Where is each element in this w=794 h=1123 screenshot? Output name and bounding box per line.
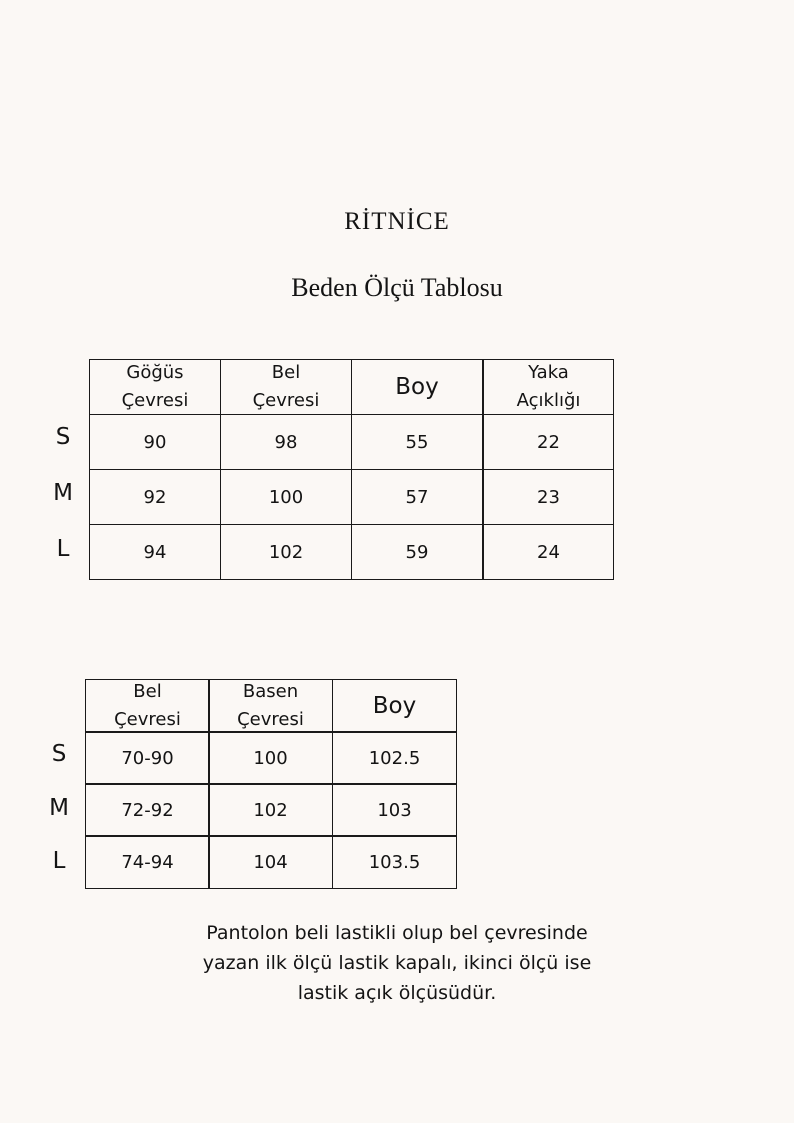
- table-cell: 24: [483, 524, 614, 580]
- bottom-row-size-label: S: [51, 741, 67, 767]
- table-cell: 100: [208, 731, 333, 785]
- top-row-size-label: M: [53, 480, 73, 506]
- table-cell: 57: [351, 469, 483, 525]
- table-cell: 74-94: [85, 835, 210, 889]
- page-title: Beden Ölçü Tablosu: [291, 273, 503, 302]
- table-cell: 104: [208, 835, 333, 889]
- top-header-length: [351, 359, 483, 415]
- table-cell: 102.5: [332, 731, 457, 785]
- top-header-chest-label: Göğüs Çevresi: [121, 362, 189, 411]
- bottom-header-hip: [208, 679, 333, 733]
- elastic-waist-note: [0, 918, 794, 1008]
- top-header-collar-label: Yaka Açıklığı: [516, 362, 581, 411]
- bottom-header-hip-label: Basen Çevresi: [237, 681, 304, 730]
- bottom-row-size-label: M: [49, 795, 69, 821]
- table-cell: 55: [351, 414, 483, 470]
- table-cell: 102: [208, 783, 333, 837]
- table-cell: 22: [483, 414, 614, 470]
- table-cell: 103.5: [332, 835, 457, 889]
- top-header-length-label: Boy: [395, 374, 439, 400]
- bottom-header-waist: [85, 679, 210, 733]
- elastic-waist-note-text: Pantolon beli lastikli olup bel çevresinde yazan ilk ölçü lastik kapalı, ikinci ölçü ise lastik açık ölçüsüdür.: [202, 922, 592, 1004]
- table-cell: 92: [89, 469, 221, 525]
- top-header-chest: [89, 359, 221, 415]
- table-cell: 70-90: [85, 731, 210, 785]
- top-header-waist: [220, 359, 352, 415]
- table-cell: 98: [220, 414, 352, 470]
- brand-name: RİTNİCE: [344, 208, 450, 235]
- table-cell: 72-92: [85, 783, 210, 837]
- top-row-size-label: L: [56, 536, 70, 562]
- top-header-collar: [483, 359, 614, 415]
- table-cell: 23: [483, 469, 614, 525]
- table-cell: 90: [89, 414, 221, 470]
- bottom-header-length-label: Boy: [372, 693, 417, 719]
- table-cell: 100: [220, 469, 352, 525]
- bottom-header-length: [332, 679, 457, 733]
- bottom-header-waist-label: Bel Çevresi: [114, 681, 181, 730]
- top-header-waist-label: Bel Çevresi: [252, 362, 320, 411]
- table-cell: 59: [351, 524, 483, 580]
- table-cell: 102: [220, 524, 352, 580]
- table-cell: 103: [332, 783, 457, 837]
- top-row-size-label: S: [55, 424, 71, 450]
- table-cell: 94: [89, 524, 221, 580]
- bottom-row-size-label: L: [52, 848, 66, 874]
